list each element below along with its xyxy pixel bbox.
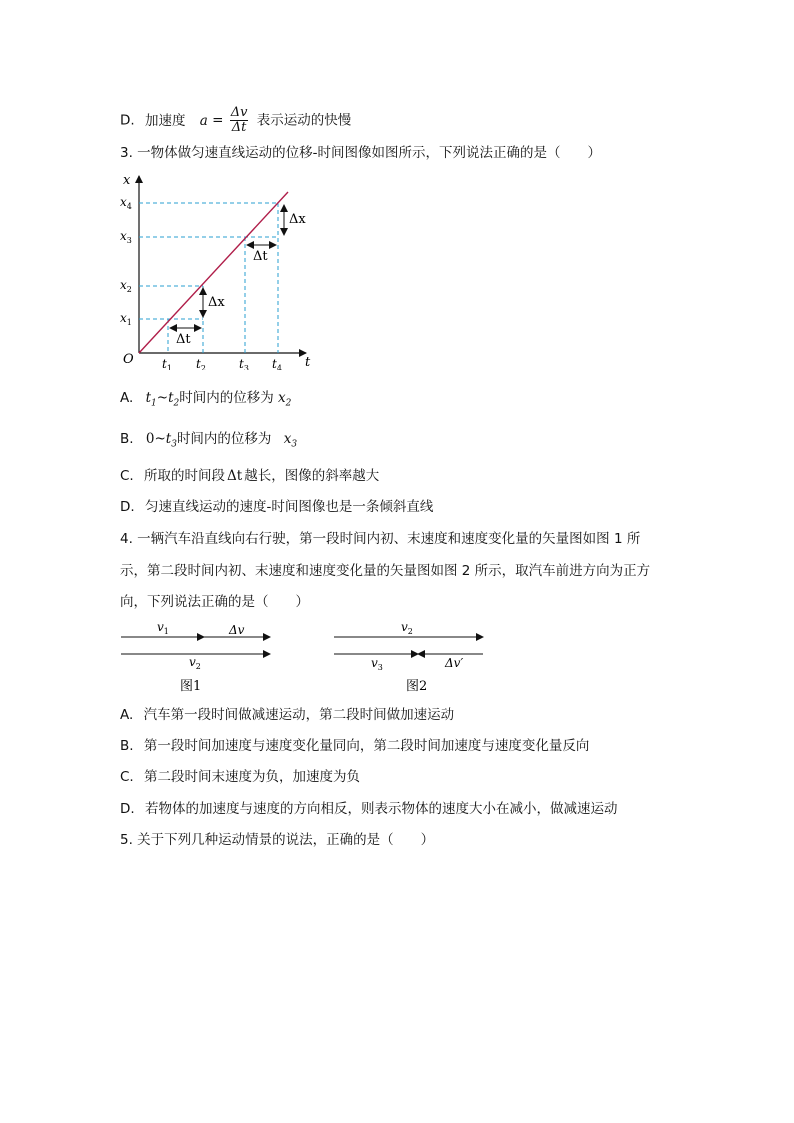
option-label: B.: [120, 431, 134, 447]
q4-option-c: [120, 767, 360, 787]
x2-symbol: $x_2$: [278, 390, 292, 409]
option-text: 加速度: [144, 112, 186, 129]
option-label: D.: [120, 801, 135, 817]
option-text: 时间内的位移为: [176, 431, 272, 447]
tilde: ~: [154, 431, 166, 447]
q4-question-line-2: 示，第二段时间内初、末速度和速度变化量的矢量图如图 2 所示，取汽车前进方向为正方: [120, 563, 651, 579]
v1-label: $v_1$: [157, 620, 169, 636]
y-axis-label: x: [123, 173, 131, 188]
fraction-numerator: Δv: [230, 105, 248, 120]
delta-x-label-upper: Δx: [289, 212, 306, 227]
q3-option-b: [120, 429, 297, 455]
t2-symbol: $t_2$: [168, 390, 180, 409]
option-label: C.: [120, 769, 134, 785]
delta-t-label-upper: Δt: [253, 249, 268, 264]
y-tick-x3: $x_3$: [120, 229, 132, 245]
option-text: 第一段时间加速度与速度变化量同向，第二段时间加速度与速度变化量反向: [143, 738, 590, 754]
option-text: 若物体的加速度与速度的方向相反，则表示物体的速度大小在减小，做减速运动: [144, 801, 618, 817]
y-tick-x4: $x_4$: [120, 195, 132, 211]
option-text: 第二段时间末速度为负，加速度为负: [144, 769, 361, 785]
figure-2-caption: 图2: [406, 679, 428, 694]
figure-1: [121, 620, 270, 694]
y-tick-x2: $x_2$: [120, 278, 132, 294]
q4-vector-figures: [115, 617, 515, 697]
option-text: 所取的时间段: [144, 468, 226, 484]
option-label: D.: [120, 112, 135, 129]
q4-option-d: [120, 799, 617, 819]
origin-label: O: [123, 352, 134, 367]
q4-question-line-3: 向，下列说法正确的是（ ）: [120, 594, 309, 610]
x3-symbol: $x_3$: [283, 431, 298, 450]
y-tick-labels: [120, 195, 132, 327]
q5-question: 5. 关于下列几种运动情景的说法，正确的是（ ）: [120, 832, 435, 848]
option-label: C.: [120, 468, 134, 484]
option-label: A.: [120, 707, 134, 723]
delta-t-label-lower: Δt: [176, 332, 191, 347]
option-text-after: 表示运动的快慢: [256, 112, 352, 129]
q2-option-d: [120, 106, 351, 135]
zero: 0: [145, 431, 155, 447]
accel-fraction: [230, 106, 249, 135]
y-tick-x1: $x_1$: [120, 311, 132, 327]
tilde: ~: [156, 390, 169, 406]
option-text-after: 越长，图像的斜率越大: [244, 468, 380, 484]
q4-option-b: [120, 736, 589, 756]
x-tick-t4: $t_4$: [272, 357, 282, 370]
option-label: D.: [120, 499, 135, 515]
v3-label: $v_3$: [371, 656, 383, 672]
option-text: 匀速直线运动的速度-时间图像也是一条倾斜直线: [144, 499, 434, 515]
option-text: 时间内的位移为: [179, 390, 274, 406]
displacement-line: [139, 192, 288, 353]
q4-option-a: [120, 705, 454, 725]
option-label: B.: [120, 738, 134, 754]
fraction-denominator: Δt: [231, 120, 247, 135]
t1-symbol: $t_1$: [145, 390, 157, 409]
q3-question: 3. 一物体做匀速直线运动的位移-时间图像如图所示，下列说法正确的是（ ）: [120, 145, 602, 161]
q3-xt-graph: [110, 170, 340, 370]
option-text: 汽车第一段时间做减速运动，第二段时间做加速运动: [143, 707, 455, 723]
q4-question-line-1: 4. 一辆汽车沿直线向右行驶，第一段时间内初、末速度和速度变化量的矢量图如图 1 所: [120, 531, 641, 547]
v2-label: $v_2$: [401, 620, 413, 636]
delta-v-label: Δv: [229, 623, 245, 637]
delta-t-symbol: Δt: [227, 468, 243, 484]
equals-sign: =: [212, 112, 224, 129]
figure-2: [334, 620, 483, 694]
figure-1-caption: 图1: [180, 679, 202, 694]
option-label: A.: [120, 390, 134, 406]
q3-option-c: [120, 466, 379, 486]
t3-symbol: $t_3$: [165, 431, 177, 450]
delta-v-prime-label: Δv′: [445, 656, 464, 670]
delta-x-label-lower: Δx: [208, 295, 225, 310]
v2-label: $v_2$: [189, 655, 201, 671]
q3-option-a: [120, 388, 291, 414]
accel-symbol: a: [199, 112, 208, 129]
x-tick-t1: $t_1$: [162, 357, 172, 370]
x-tick-t2: $t_2$: [196, 357, 206, 370]
q3-option-d: [120, 497, 433, 517]
x-tick-labels: [162, 357, 282, 370]
x-axis-label: t: [305, 355, 311, 370]
x-tick-t3: $t_3$: [239, 357, 249, 370]
